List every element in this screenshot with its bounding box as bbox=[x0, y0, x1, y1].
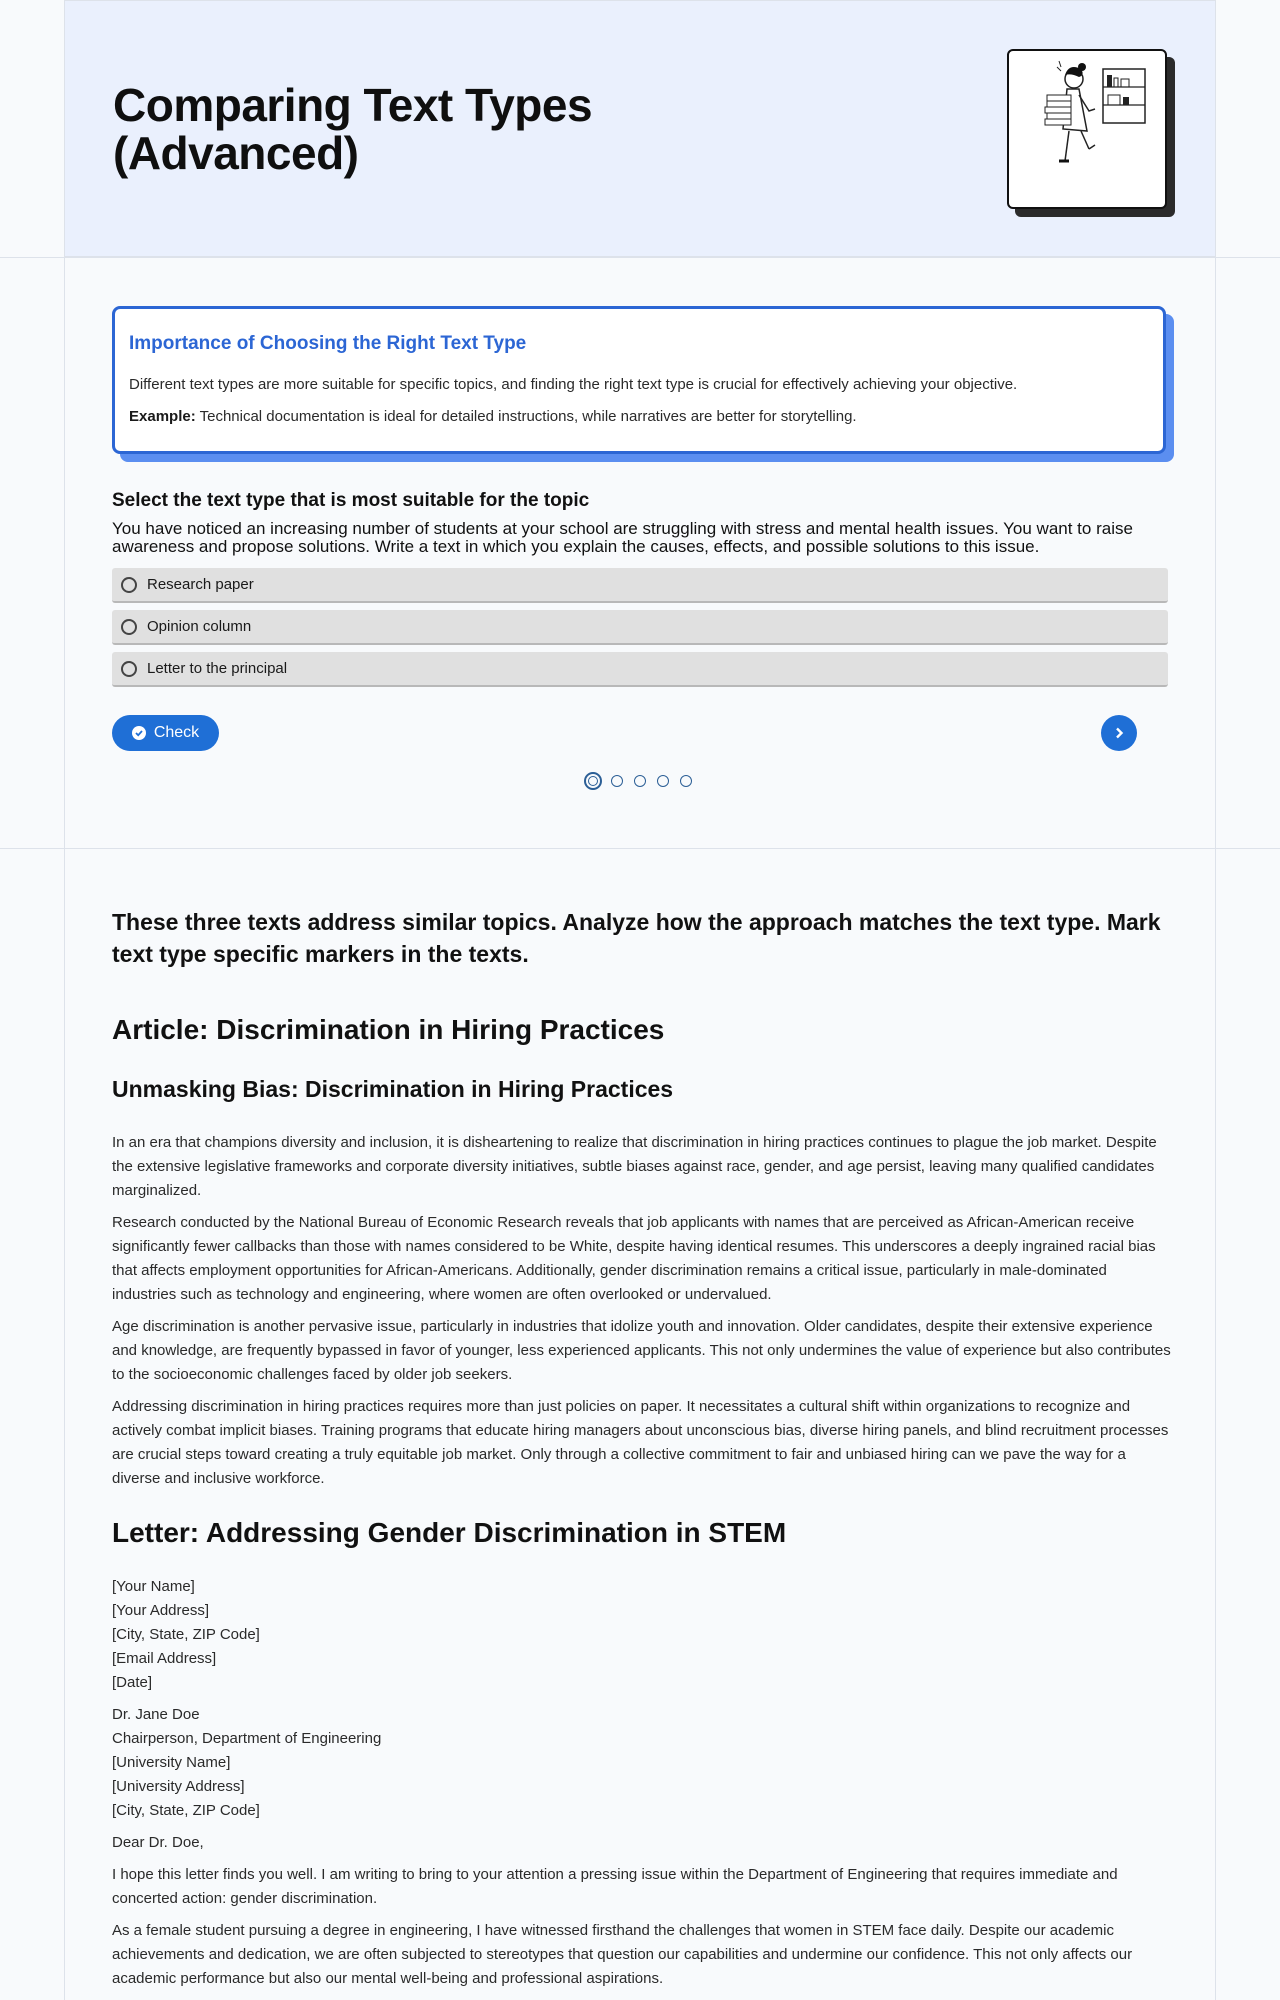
sender-line: [Email Address] bbox=[112, 1650, 217, 1667]
sender-line: [Date] bbox=[112, 1674, 153, 1691]
example-label: Example: bbox=[129, 408, 196, 425]
quiz-section bbox=[112, 490, 1168, 741]
sender-line: [Your Name] bbox=[112, 1578, 195, 1595]
pagination-dot-5[interactable] bbox=[680, 775, 692, 787]
article-subtitle: Unmasking Bias: Discrimination in Hiring Practices bbox=[112, 1076, 674, 1102]
pagination-dot-2[interactable] bbox=[611, 775, 623, 787]
recipient-line: Chairperson, Department of Engineering bbox=[112, 1730, 382, 1747]
info-example bbox=[129, 407, 1149, 426]
recipient-line: [University Name] bbox=[112, 1754, 231, 1771]
letter-heading: Letter: Addressing Gender Discrimination in STEM bbox=[112, 1517, 787, 1548]
pagination-dot-4[interactable] bbox=[657, 775, 669, 787]
info-text: Different text types are more suitable for specific topics, and finding the right text type is crucial for effectively achieving your objective. bbox=[129, 376, 1018, 393]
check-circle-icon bbox=[132, 726, 146, 740]
check-button[interactable] bbox=[112, 715, 219, 751]
sender-address bbox=[112, 1575, 1172, 1695]
option-label: Letter to the principal bbox=[147, 660, 288, 677]
section-divider bbox=[0, 848, 1280, 849]
option-label: Research paper bbox=[147, 576, 254, 593]
pagination-dot-1[interactable] bbox=[584, 772, 602, 790]
check-button-label: Check bbox=[153, 724, 200, 741]
radio-icon[interactable] bbox=[121, 577, 137, 593]
letter-paragraph: I hope this letter finds you well. I am writing to bring to your attention a pressing issue within the Department of Engineering that requires immediate and concerted action: gender discrimination. bbox=[112, 1866, 1118, 1907]
pagination-dots bbox=[584, 772, 703, 790]
letter-paragraph: As a female student pursuing a degree in engineering, I have witnessed firsthand the challenges that women in STEM face daily. Despite our academic achievements and dedication, we are often subjected to stereotypes that question our capabilities and undermine our confidence. This not only affects our academic performance but also our mental well-being and professional aspirations. bbox=[112, 1922, 1133, 1987]
info-card bbox=[112, 306, 1166, 454]
recipient-line: Dr. Jane Doe bbox=[112, 1706, 200, 1723]
article-paragraph: In an era that champions diversity and inclusion, it is disheartening to realize that discrimination in hiring practices continues to plague the job market. Despite the extensive legislative frameworks and corporate diversity initiatives, subtle biases against race, gender, and age persist, leaving many qualified candidates marginalized. bbox=[112, 1134, 1157, 1199]
header-illustration bbox=[1007, 49, 1167, 209]
page-header bbox=[65, 0, 1215, 257]
article-paragraph: Age discrimination is another pervasive issue, particularly in industries that idolize youth and innovation. Older candidates, despite their extensive experience and knowledge, are frequently bypassed in favor of younger, less experienced applicants. This not only undermines the value of experience but also contributes to the socioeconomic challenges faced by older job seekers. bbox=[112, 1318, 1171, 1383]
recipient-address bbox=[112, 1703, 1172, 1823]
woman-carrying-books-icon bbox=[1009, 51, 1165, 207]
radio-icon[interactable] bbox=[121, 661, 137, 677]
option-label: Opinion column bbox=[147, 618, 252, 635]
quiz-title: Select the text type that is most suitable for the topic bbox=[112, 490, 590, 511]
page-title: Comparing Text Types (Advanced) bbox=[113, 79, 593, 179]
quiz-prompt: You have noticed an increasing number of students at your school are struggling with stress and mental health issues. You want to raise awareness and propose solutions. Write a text in which you explain the causes, effects, and possible solutions to this issue. bbox=[112, 519, 1133, 556]
quiz-option-research-paper[interactable] bbox=[112, 568, 1168, 603]
chevron-right-icon bbox=[1112, 726, 1126, 740]
article-paragraph: Research conducted by the National Bureau of Economic Research reveals that job applicants with names that are perceived as African-American receive significantly fewer callbacks than those with names considered to be White, despite having identical resumes. This underscores a deeply ingrained racial bias that affects employment opportunities for African-Americans. Additionally, gender discrimination remains a critical issue, particularly in male-dominated industries such as technology and engineering, where women are often overlooked or undervalued. bbox=[112, 1214, 1156, 1303]
sender-line: [Your Address] bbox=[112, 1602, 210, 1619]
analyze-instructions: These three texts address similar topics. Analyze how the approach matches the text type. Mark text type specific markers in the texts. bbox=[112, 909, 1161, 967]
article-paragraph: Addressing discrimination in hiring practices requires more than just policies on paper. It necessitates a cultural shift within organizations to recognize and actively combat implicit biases. Training programs that educate hiring managers about unconscious bias, diverse hiring panels, and blind recruitment processes are crucial steps toward creating a truly equitable job market. Only through a collective commitment to fair and unbiased hiring can we pave the way for a diverse and inclusive workforce. bbox=[112, 1398, 1169, 1487]
reading-content bbox=[112, 906, 1172, 1999]
example-text: Technical documentation is ideal for detailed instructions, while narratives are better for storytelling. bbox=[195, 408, 857, 425]
quiz-option-opinion-column[interactable] bbox=[112, 610, 1168, 645]
letter-salutation: Dear Dr. Doe, bbox=[112, 1834, 204, 1851]
next-button[interactable] bbox=[1101, 715, 1137, 751]
radio-icon[interactable] bbox=[121, 619, 137, 635]
recipient-line: [University Address] bbox=[112, 1778, 245, 1795]
quiz-option-letter-to-principal[interactable] bbox=[112, 652, 1168, 687]
info-title: Importance of Choosing the Right Text Type bbox=[129, 333, 527, 354]
pagination-dot-3[interactable] bbox=[634, 775, 646, 787]
section-divider bbox=[0, 257, 1280, 258]
sender-line: [City, State, ZIP Code] bbox=[112, 1626, 260, 1643]
recipient-line: [City, State, ZIP Code] bbox=[112, 1802, 260, 1819]
article-heading: Article: Discrimination in Hiring Practices bbox=[112, 1014, 665, 1045]
